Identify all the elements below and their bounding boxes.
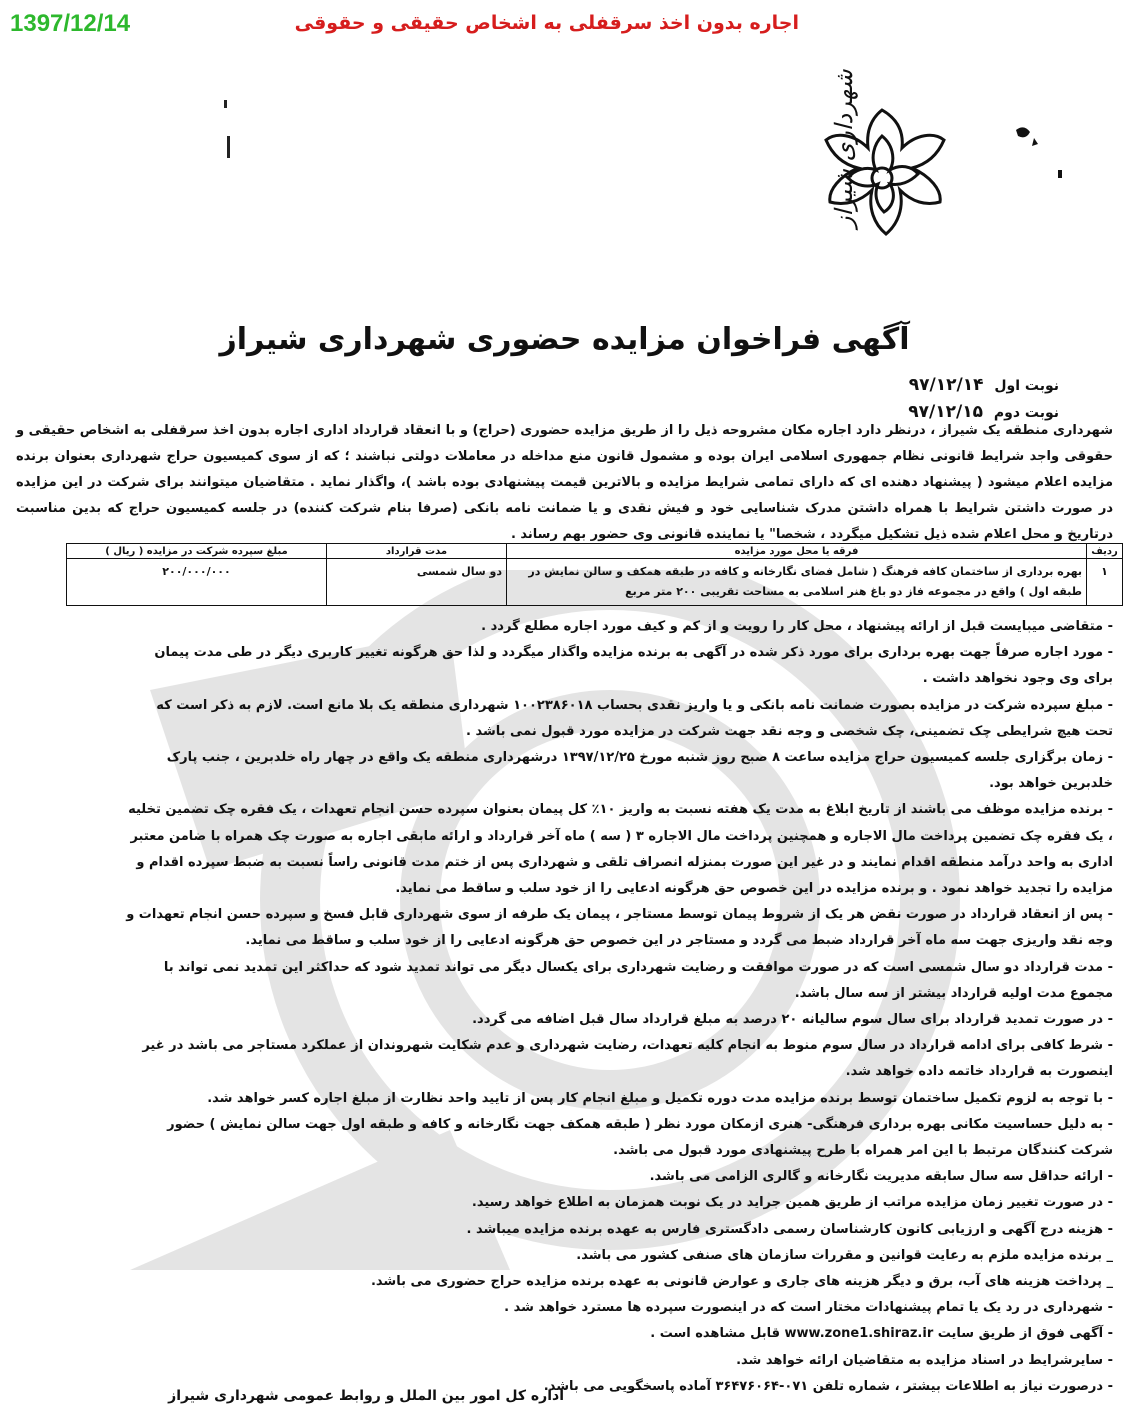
cell-deposit: ۲۰۰/۰۰۰/۰۰۰ — [67, 559, 327, 606]
list-item: - شرط کافی برای ادامه قرارداد در سال سوم منوط به انجام کلیه تعهدات، رضایت شهرداری و عدم شکایت شهروندان از عملکرد مستاجر می باشد در غیر اینصورت به قرارداد خاتمه داده خواهد شد. — [142, 1038, 1113, 1080]
list-item: - مبلغ سپرده شرکت در مزایده بصورت ضمانت نامه بانکی و یا واریز نقدی بحساب ۱۰۰۲۳۸۶۰۱۸ شهرداری منطقه یک بلا مانع است. لازم به ذکر است که تحت هیچ شرایطی چک تضمینی، چک شخصی و وجه نقد جهت شرکت در مزایده مورد قبول نمی باشد . — [156, 697, 1113, 739]
round2-label: نوبت دوم — [993, 405, 1059, 421]
scan-mark — [227, 136, 230, 158]
banner-title: اجاره بدون اخذ سرقفلی به اشخاص حقیقی و حقوقی — [294, 12, 799, 34]
list-item: - هزینه درج آگهی و ارزیابی کانون کارشناسان رسمی دادگستری فارس به عهده برنده مزایده میباشد . — [466, 1221, 1113, 1237]
signature: اداره کل امور بین الملل و روابط عمومی شهرداری شیراز — [168, 1388, 564, 1404]
list-item: - پس از انعقاد قرارداد در صورت نقض هر یک از شروط پیمان توسط مستاجر ، پیمان یک طرفه از سوی شهرداری قابل فسخ و سپرده حسن انجام تعهدات و وجه نقد واریزی جهت سه ماه آخر قرارداد ضبط می گردد و مستاجر در این خصوص حق هرگونه ادعایی را از خود سلب و ساقط می نماید. — [126, 907, 1113, 949]
intro-paragraph: شهرداری منطقه یک شیراز ، درنظر دارد اجاره مکان مشروحه ذیل را از طریق مزایده حضوری (حراج) و با انعقاد قرارداد اداری اجاره بدون اخذ سرقفلی به اشخاص حقیقی و حقوقی واجد شرایط قانونی نظام جمهوری اسلامی ایران بوده و مشمول قانون منع مداخله در معاملات دولتی نباشند ؛ که از سوی کمیسیون حراج شهرداری بعنوان برنده مزایده اعلام میشود ( پیشنهاد دهنده ای که دارای تمامی شرایط مزایده و بالاترین قیمت پیشنهادی بوده باشد )، واگذار نماید . متقاضیان میتوانند برای شرکت در این مزایده در صورت داشتن شرایط با همراه داشتن مدرک شناسایی خود و فیش نقدی و یا ضمانت نامه بانکی (صرفا بنام شرکت کننده) در جلسه کمیسیون حراج که بدین مناسبت درتاریخ و محل اعلام شده ذیل تشکیل میگردد ، شخصا" یا نماینده قانونی وی حضور بهم رساند . — [16, 423, 1113, 542]
list-item: _ برنده مزایده ملزم به رعایت قوانین و مقررات سازمان های صنفی کشور می باشد. — [576, 1247, 1113, 1263]
round-first — [908, 372, 1059, 399]
list-item: - مورد اجاره صرفاً جهت بهره برداری برای مورد ذکر شده در آگهی به برنده مزایده واگذار میگردد و لذا حق هرگونه تغییر کاربری دیگر در طی مدت پیمان برای وی وجود نخواهد داشت . — [154, 645, 1113, 687]
list-item: - به دلیل حساسیت مکانی بهره برداری فرهنگی- هنری ازمکان مورد نظر ( طبقه همکف جهت نگارخانه و کافه و طبقه اول جهت سالن نمایش ) حضور شرکت کنندگان مرتبط با این امر همراه با طرح پیشنهادی مورد قبول می باشد. — [167, 1116, 1113, 1159]
round1-date: ۹۷/۱۲/۱۴ — [908, 375, 984, 395]
list-item: - مدت قرارداد دو سال شمسی است که در صورت موافقت و رضایت شهرداری برای یکسال دیگر می تواند تمدید شود که حداکثر این تمدید نمی تواند با مجموع مدت اولیه قرارداد بیشتر از سه سال باشد. — [163, 959, 1113, 1001]
conditions-list — [126, 614, 1113, 1400]
list-item: - شهرداری در رد یک یا تمام پیشنهادات مختار است که در اینصورت سپرده ها مسترد خواهد شد . — [504, 1300, 1113, 1316]
list-item: - با توجه به لزوم تکمیل ساختمان توسط برنده مزایده مدت دوره تکمیل و مبلغ انجام کار پس از تایید واحد نظارت از مبلغ اجاره کسر خواهد شد. — [207, 1090, 1113, 1106]
list-item: - زمان برگزاری جلسه کمیسیون حراج مزایده ساعت ۸ صبح روز شنبه مورخ ۱۳۹۷/۱۲/۲۵ درشهرداری منطقه یک واقع در چهار راه خلدبرین ، جنب پارک خلدبرین خواهد بود. — [166, 750, 1113, 792]
list-item: _ پرداخت هزینه های آب، برق و دیگر هزینه های جاری و عوارض قانونی به عهده برنده مزایده حراج حضوری می باشد. — [370, 1274, 1113, 1290]
logo-text: شهرداری شیراز — [830, 69, 858, 228]
round2-date: ۹۷/۱۲/۱۵ — [908, 402, 983, 422]
date-stamp: 1397/12/14 — [10, 10, 131, 37]
round1-label: نوبت اول — [994, 378, 1059, 394]
scan-mark — [224, 100, 227, 108]
cell-subject: بهره برداری از ساختمان کافه فرهنگ ( شامل فضای نگارخانه و کافه در طبقه همکف و سالن نمایش در طبقه اول ) واقع در مجموعه فاز دو باغ هنر اسلامی به مساحت تقریبی ۲۰۰ متر مربع — [507, 559, 1087, 606]
list-item: - در صورت تمدید قرارداد برای سال سوم سالیانه ۲۰ درصد به مبلغ قرارداد سال قبل اضافه می گردد. — [472, 1012, 1113, 1028]
table-row — [67, 559, 1123, 606]
list-item: - سایرشرایط در اسناد مزایده به متقاضیان ارائه خواهد شد. — [736, 1352, 1113, 1368]
list-item: - برنده مزایده موظف می باشند از تاریخ ابلاغ به مدت یک هفته نسبت به واریز ۱۰٪ کل پیمان بعنوان سپرده حسن انجام تعهدات ، یک فقره چک تضمین تخلیه ، یک فقره چک تضمین پرداخت مال الاجاره و همچنین پرداخت مال الاجاره ۳ ( سه ) ماه آخر قرارداد و ارائه مابقی اجاره به صورت چک همراه با ضامن معتبر اداری به واحد درآمد منطقه اقدام نمایند و در غیر این صورت بمنزله انصراف تلقی و شهرداری پس از ختم مدت قانونی راساً نسبت به ضبط سپرده اقدام و مزایده را تجدید خواهد نمود . و برنده مزایده در این خصوص حق هرگونه ادعایی را از خود سلب و ساقط می نماید. — [128, 802, 1113, 897]
shiraz-municipality-logo-icon — [820, 100, 1080, 300]
list-item: - آگهی فوق از طریق سایت www.zone1.shiraz.ir قابل مشاهده است . — [650, 1326, 1113, 1342]
top-banner — [0, 0, 1129, 46]
list-item: - درصورت نیاز به اطلاعات بیشتر ، شماره تلفن ۰۷۱-۳۶۴۷۶۰۶۴ آماده پاسخگویی می باشد. — [543, 1378, 1113, 1394]
cell-row: ۱ — [1087, 559, 1123, 606]
auction-table — [66, 543, 1123, 606]
list-item: - در صورت تغییر زمان مزایده مراتب از طریق همین جراید در یک نوبت همزمان به اطلاع خواهد رسید. — [471, 1195, 1113, 1211]
cell-duration: دو سال شمسی — [327, 559, 507, 606]
notice-title: آگهی فراخوان مزایده حضوری شهرداری شیراز — [219, 322, 910, 357]
table-header-row — [67, 544, 1123, 559]
col-deposit: مبلغ سپرده شرکت در مزایده ( ریال ) — [67, 544, 327, 559]
list-item: - ارائه حداقل سه سال سابقه مدیریت نگارخانه و گالری الزامی می باشد. — [649, 1169, 1113, 1185]
col-subject: فرقه یا محل مورد مزایده — [507, 544, 1087, 559]
list-item: - متقاضی میبایست قبل از ارائه پیشنهاد ، محل کار را رویت و از کم و کیف مورد اجاره مطلع گردد . — [481, 619, 1113, 634]
col-duration: مدت قرارداد — [327, 544, 507, 559]
col-row: ردیف — [1087, 544, 1123, 559]
